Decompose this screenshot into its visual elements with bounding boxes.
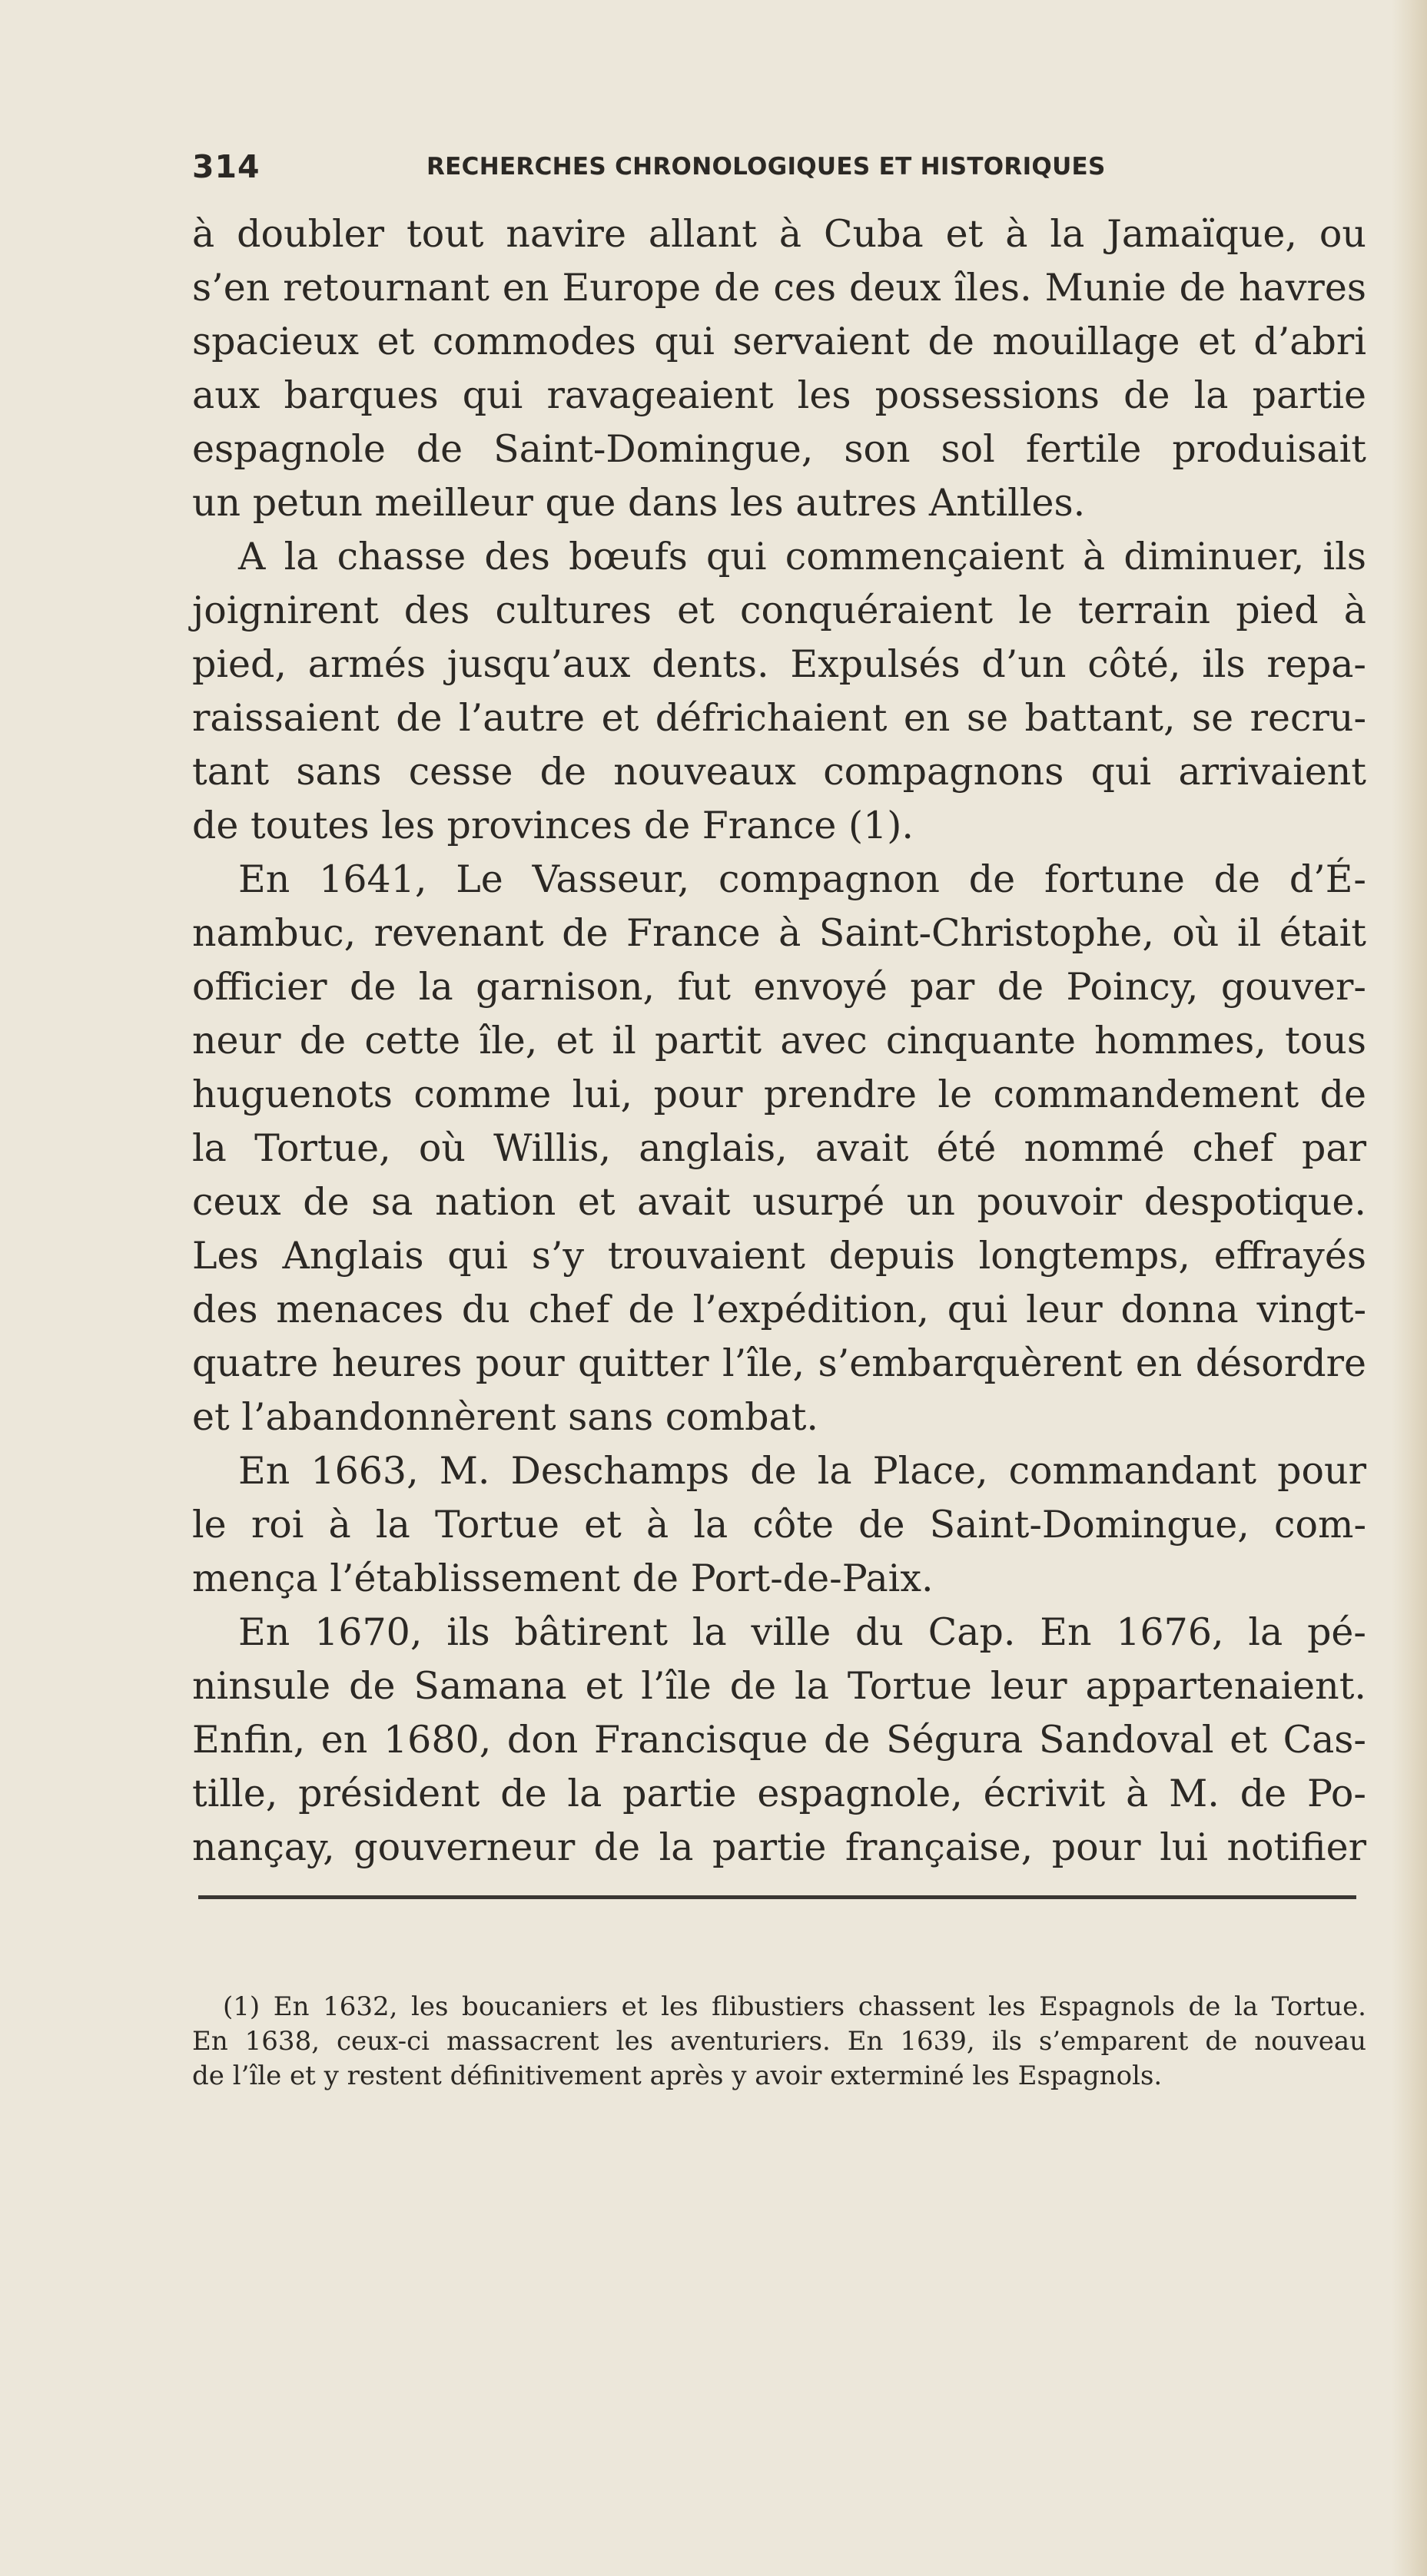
running-head — [192, 148, 1195, 186]
body-line: raissaient de l’autre et défrichaient en se battant, se recru- — [192, 696, 1366, 740]
footnote-line: En 1638, ceux-ci massacrent les aventuriers. En 1639, ils s’emparent de nouveau — [192, 2026, 1366, 2057]
footnote-rule — [198, 1895, 1356, 1899]
footnote-line: (1) En 1632, les boucaniers et les flibustiers chassent les Espagnols de la Tortue. — [223, 1991, 1366, 2022]
body-line: spacieux et commodes qui servaient de mouillage et d’abri — [192, 320, 1366, 363]
body-line: le roi à la Tortue et à la côte de Saint-Domingue, com- — [192, 1503, 1366, 1547]
body-line: joignirent des cultures et conquéraient le terrain pied à — [192, 588, 1366, 632]
body-line: pied, armés jusqu’aux dents. Expulsés d’un côté, ils repa- — [192, 642, 1366, 686]
body-line: neur de cette île, et il partit avec cinquante hommes, tous — [192, 1019, 1366, 1063]
body-line: de toutes les provinces de France (1). — [192, 804, 914, 847]
body-line: huguenots comme lui, pour prendre le commandement de — [192, 1073, 1366, 1116]
body-line: ceux de sa nation et avait usurpé un pouvoir despotique. — [192, 1180, 1366, 1224]
footnote-line: de l’île et y restent définitivement après y avoir exterminé les Espagnols. — [192, 2060, 1163, 2091]
body-line: officier de la garnison, fut envoyé par de Poincy, gouver- — [192, 965, 1366, 1009]
body-line: espagnole de Saint-Domingue, son sol fertile produisait — [192, 427, 1366, 471]
body-text — [192, 207, 1366, 1875]
body-line: En 1670, ils bâtirent la ville du Cap. En 1676, la pé- — [238, 1610, 1366, 1654]
body-line: nambuc, revenant de France à Saint-Christophe, où il était — [192, 911, 1366, 955]
footnotes — [192, 1990, 1366, 2094]
body-line: tille, président de la partie espagnole, écrivit à M. de Po- — [192, 1772, 1366, 1815]
running-title: RECHERCHES CHRONOLOGIQUES ET HISTORIQUES — [426, 153, 1106, 181]
body-line: nançay, gouverneur de la partie française, pour lui notifier — [192, 1825, 1366, 1869]
body-line: tant sans cesse de nouveaux compagnons qui arrivaient — [192, 750, 1366, 794]
body-line: En 1663, M. Deschamps de la Place, commandant pour — [238, 1449, 1366, 1493]
body-line: et l’abandonnèrent sans combat. — [192, 1395, 818, 1439]
body-line: ninsule de Samana et l’île de la Tortue leur appartenaient. — [192, 1664, 1366, 1708]
body-line: s’en retournant en Europe de ces deux îles. Munie de havres — [192, 266, 1366, 310]
body-line: Enfin, en 1680, don Francisque de Ségura Sandoval et Cas- — [192, 1718, 1366, 1762]
body-line: En 1641, Le Vasseur, compagnon de fortune de d’É- — [238, 857, 1366, 901]
body-line: A la chasse des bœufs qui commençaient à diminuer, ils — [238, 535, 1366, 579]
body-line: des menaces du chef de l’expédition, qui leur donna vingt- — [192, 1288, 1366, 1331]
body-line: à doubler tout navire allant à Cuba et à la Jamaïque, ou — [192, 212, 1366, 256]
body-line: Les Anglais qui s’y trouvaient depuis longtemps, effrayés — [192, 1234, 1366, 1278]
page-edge — [1392, 0, 1427, 2576]
body-line: la Tortue, où Willis, anglais, avait été nommé chef par — [192, 1126, 1366, 1170]
page-number: 314 — [192, 148, 261, 185]
body-line: un petun meilleur que dans les autres Antilles. — [192, 481, 1086, 525]
body-line: quatre heures pour quitter l’île, s’embarquèrent en désordre — [192, 1341, 1366, 1385]
body-line: aux barques qui ravageaient les possessions de la partie — [192, 373, 1366, 417]
body-line: mença l’établissement de Port-de-Paix. — [192, 1557, 934, 1600]
